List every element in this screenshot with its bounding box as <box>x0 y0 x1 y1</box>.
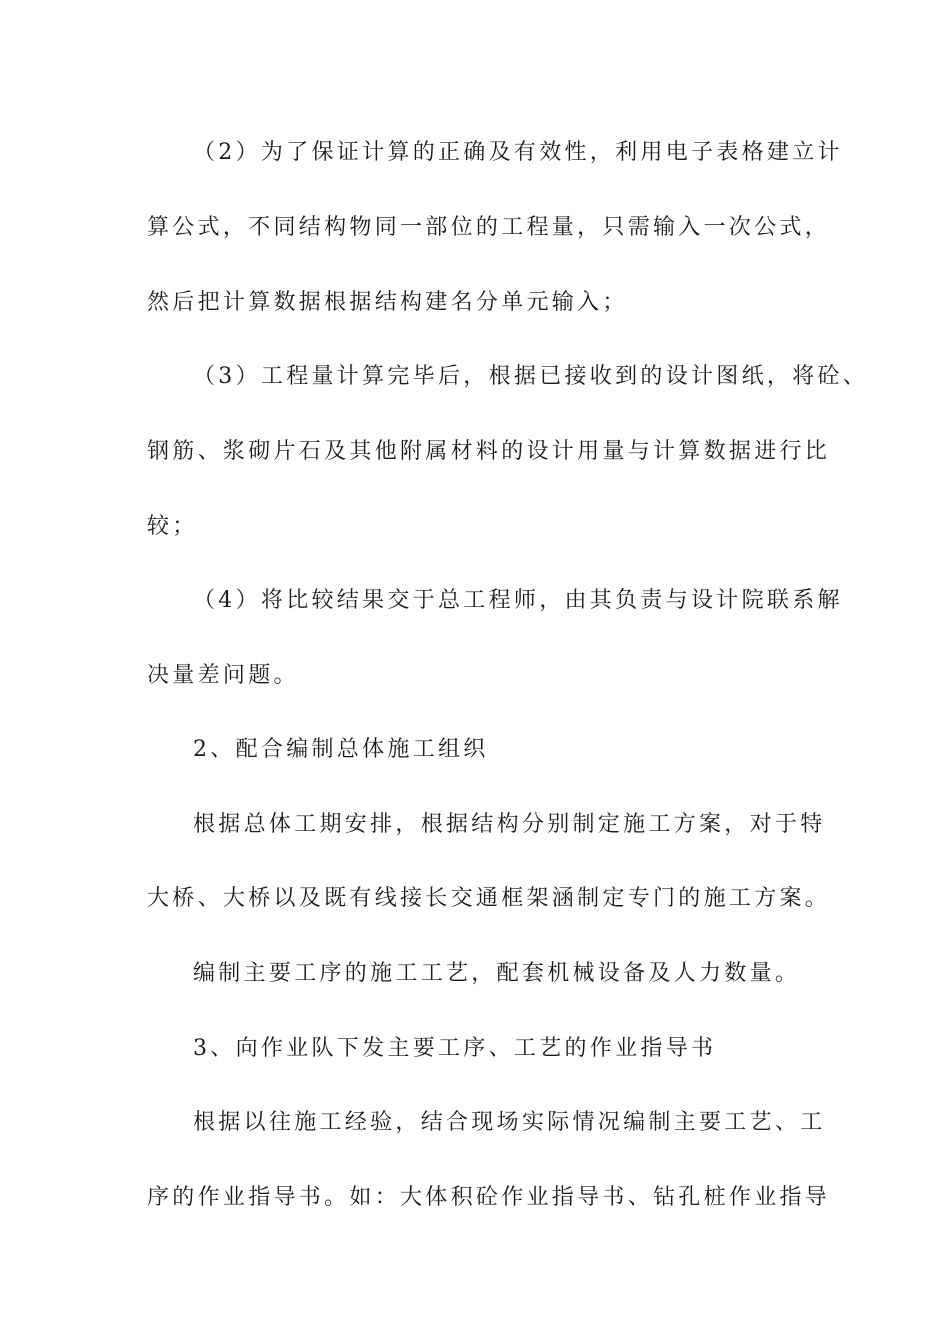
paragraph-line: 然后把计算数据根据结构建名分单元输入； <box>147 290 628 315</box>
section-heading: 3、向作业队下发主要工序、工艺的作业指导书 <box>193 1036 717 1061</box>
paragraph-line: （4）将比较结果交于总工程师，由其负责与设计院联系解 <box>193 588 843 613</box>
paragraph-line: 钢筋、浆砌片石及其他附属材料的设计用量与计算数据进行比 <box>147 439 831 464</box>
paragraph-line: 算公式，不同结构物同一部位的工程量，只需输入一次公式， <box>147 215 831 240</box>
section-heading: 2、配合编制总体施工组织 <box>193 737 489 762</box>
paragraph-line: （2）为了保证计算的正确及有效性，利用电子表格建立计 <box>193 140 843 165</box>
paragraph-line: 较； <box>147 514 198 539</box>
paragraph-line: （3）工程量计算完毕后，根据已接收到的设计图纸，将砼、 <box>193 364 869 389</box>
paragraph-line: 序的作业指导书。如：大体积砼作业指导书、钻孔桩作业指导 <box>147 1185 831 1210</box>
paragraph-line: 大桥、大桥以及既有线接长交通框架涵制定专门的施工方案。 <box>147 886 831 911</box>
paragraph-line: 决量差问题。 <box>147 663 299 688</box>
paragraph-line: 编制主要工序的施工工艺，配套机械设备及人力数量。 <box>193 961 801 986</box>
paragraph-line: 根据以往施工经验，结合现场实际情况编制主要工艺、工 <box>193 1110 826 1135</box>
paragraph-line: 根据总体工期安排，根据结构分别制定施工方案，对于特 <box>193 812 826 837</box>
